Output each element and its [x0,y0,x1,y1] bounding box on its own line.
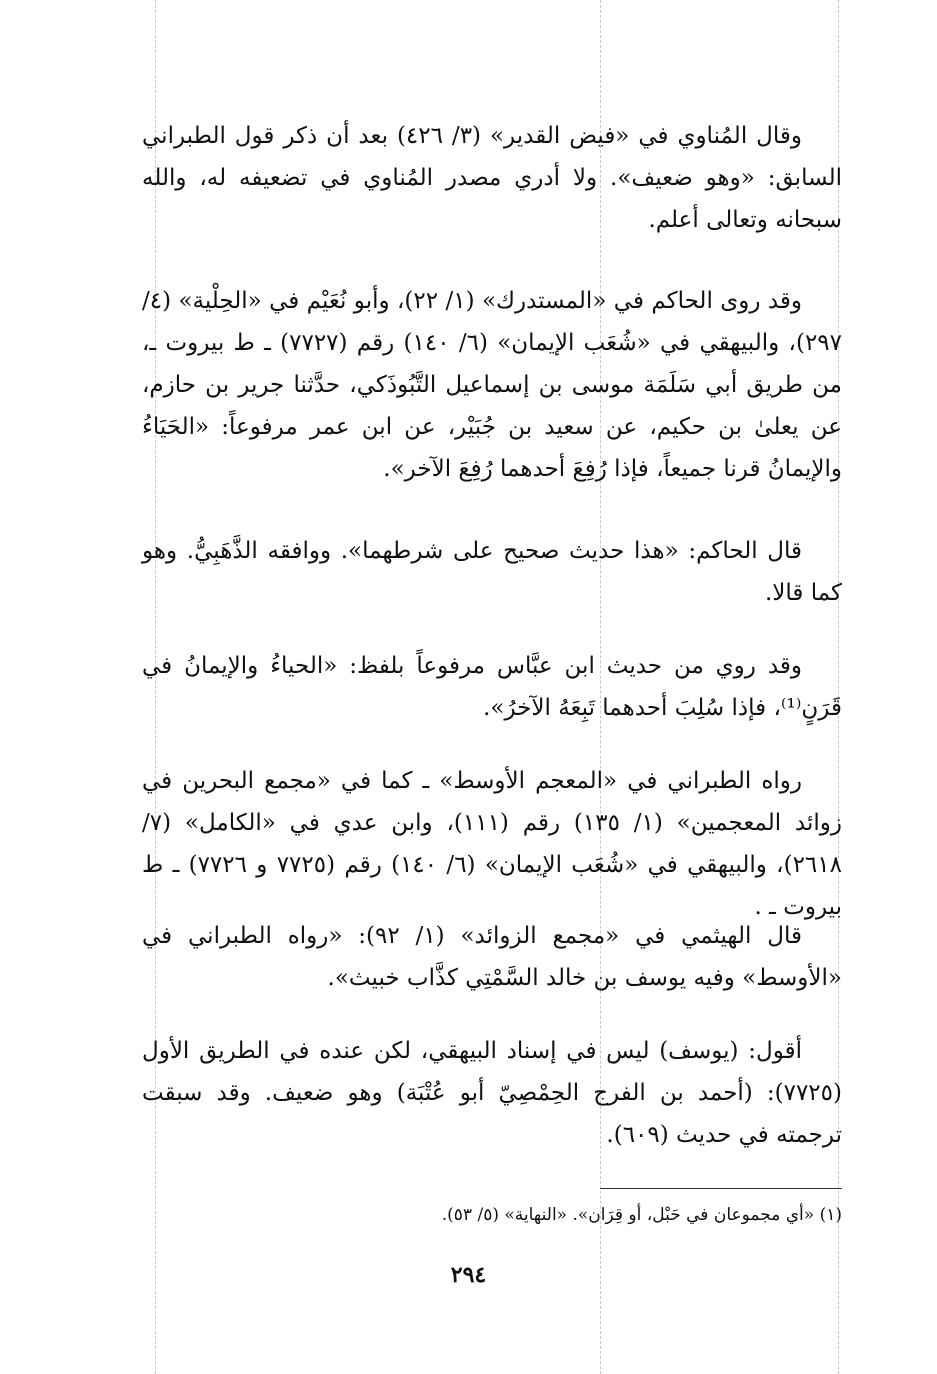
page-number: ٢٩٤ [450,1262,487,1288]
paragraph-3: قال الحاكم: «هذا حديث صحيح على شرطهما». ووافقه الذَّهَبِيُّ. وهو كما قالا. [142,538,842,606]
paragraph-1: وقال المُناوي في «فيض القدير» (٣/ ٤٢٦) بعد أن ذكر قول الطبراني السابق: «وهو ضعيف». ولا أدري مصدر المُناوي في تضعيفه له، والله سبحانه وتعالى أعلم. [142,123,842,233]
paragraph-5: رواه الطبراني في «المعجم الأوسط» ـ كما في «مجمع البحرين في زوائد المعجمين» (١/ ١٣٥) رقم (١١١)، وابن عدي في «الكامل» (٧/ ٢٦١٨)، والبيهقي في «شُعَب الإيمان» (٦/ ١٤٠) رقم (٧٧٢٥ و ٧٧٢٦) ـ ط بيروت ـ . [142,768,842,920]
paragraph-7: أقول: (يوسف) ليس في إسناد البيهقي، لكن عنده في الطريق الأول (٧٧٢٥): (أحمد بن الفرج الحِمْصِيّ أبو عُتْبَة) وهو ضعيف. وقد سبقت ترجمته في حديث (٦٠٩). [142,1038,842,1148]
footnote: (١) «أي مجموعان في حَبْل، أو قِرَان». «النهاية» (٥/ ٥٣). [441,1205,842,1225]
footnote-divider [600,1188,842,1189]
paragraph-4: وقد روي من حديث ابن عبَّاس مرفوعاً بلفظ: «الحياءُ والإيمانُ في قَرَنٍ⁽¹⁾، فإذا سُلِبَ أحدهما تَبِعَهُ الآخرُ». [142,653,842,721]
paragraph-2: وقد روى الحاكم في «المستدرك» (١/ ٢٢)، وأبو نُعَيْم في «الحِلْية» (٤/ ٢٩٧)، والبيهقي في «شُعَب الإيمان» (٦/ ١٤٠) رقم (٧٧٢٧) ـ ط بيروت ـ، من طريق أبي سَلَمَة موسى بن إسماعيل التَّبُوذَكي، حدَّثنا جرير بن حازم، عن يعلىٰ بن حكيم، عن سعيد بن جُبَيْر، عن ابن عمر مرفوعاً: «الحَيَاءُ والإيمانُ قرنا جميعاً، فإذا رُفِعَ أحدهما رُفِعَ الآخر». [142,288,842,482]
paragraph-6: قال الهيثمي في «مجمع الزوائد» (١/ ٩٢): «رواه الطبراني في «الأوسط» وفيه يوسف بن خالد السَّمْتِي كذَّاب خبيث». [142,923,842,991]
